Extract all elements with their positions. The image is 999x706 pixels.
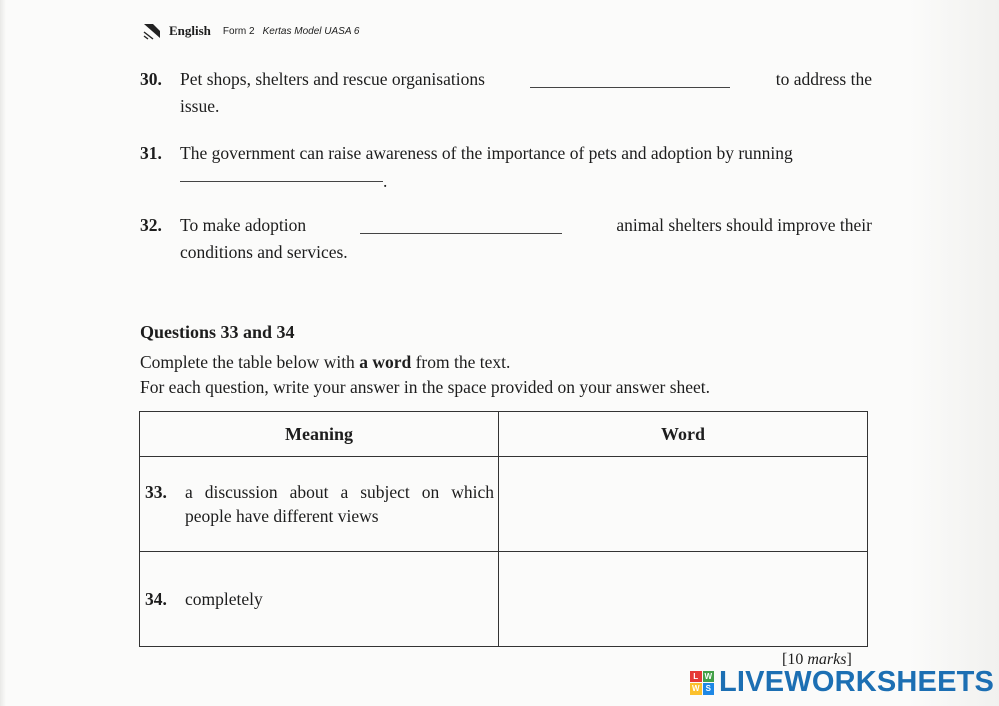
instruction-2: For each question, write your answer in the space provided on your answer sheet. — [140, 377, 711, 397]
word-answer-cell[interactable] — [499, 457, 868, 552]
question-text: Pet shops, shelters and rescue organisations — [180, 69, 485, 89]
liveworksheets-text: LIVEWORKSHEETS — [719, 666, 995, 698]
badge-letter: W — [704, 671, 713, 681]
header-form: Form 2 — [222, 25, 255, 37]
marks-open: [10 — [782, 651, 808, 668]
question-number: 33. — [145, 482, 167, 502]
column-header-word: Word — [499, 412, 868, 457]
question-text-after: to address the — [775, 69, 872, 89]
question-text: To make adoption — [180, 215, 307, 235]
instruction-1 — [140, 352, 510, 373]
question-text-after: animal shelters should improve their — [616, 215, 872, 235]
question-text: The government can raise awareness of the importance of pets and adoption by running — [180, 143, 793, 163]
badge-letter: L — [690, 671, 702, 683]
question-end: . — [383, 171, 388, 191]
liveworksheets-logo-icon — [690, 671, 714, 695]
table-row — [140, 552, 868, 647]
instruction-text: from the text. — [411, 352, 511, 372]
page-edge-left — [0, 0, 6, 706]
section-title: Questions 33 and 34 — [140, 322, 295, 342]
question-30 — [140, 66, 872, 120]
marks-close: ] — [846, 651, 852, 668]
publisher-logo-icon — [143, 22, 161, 40]
header-paper: Kertas Model UASA 6 — [262, 25, 360, 37]
meaning-cell — [140, 457, 499, 552]
table-row — [140, 457, 868, 552]
question-number: 30. — [140, 69, 162, 89]
question-31 — [140, 140, 872, 195]
question-number: 32. — [140, 215, 162, 235]
question-32 — [140, 212, 872, 266]
table-header-row — [140, 412, 868, 457]
answer-blank[interactable] — [530, 66, 730, 93]
badge-letter: S — [703, 683, 715, 695]
answer-blank[interactable] — [360, 212, 562, 239]
liveworksheets-watermark — [690, 666, 994, 699]
column-header-meaning: Meaning — [140, 412, 499, 457]
marks-word: marks — [807, 651, 847, 668]
instruction-emphasis: a word — [359, 352, 412, 372]
word-answer-cell[interactable] — [499, 552, 868, 647]
meaning-text: completely — [185, 589, 263, 609]
question-number: 31. — [140, 143, 162, 163]
page-header — [143, 22, 360, 40]
header-subject: English — [169, 23, 211, 38]
question-text-cont: conditions and services. — [180, 242, 348, 262]
meaning-cell — [140, 552, 499, 647]
question-text-cont: issue. — [180, 96, 220, 116]
question-number: 34. — [145, 589, 167, 609]
badge-letter: W — [691, 684, 700, 693]
meaning-text: a discussion about a subject on which people have different views — [185, 482, 494, 526]
instruction-text: Complete the table below with — [140, 352, 360, 372]
answer-table — [139, 411, 868, 647]
page-edge-right — [909, 0, 999, 706]
